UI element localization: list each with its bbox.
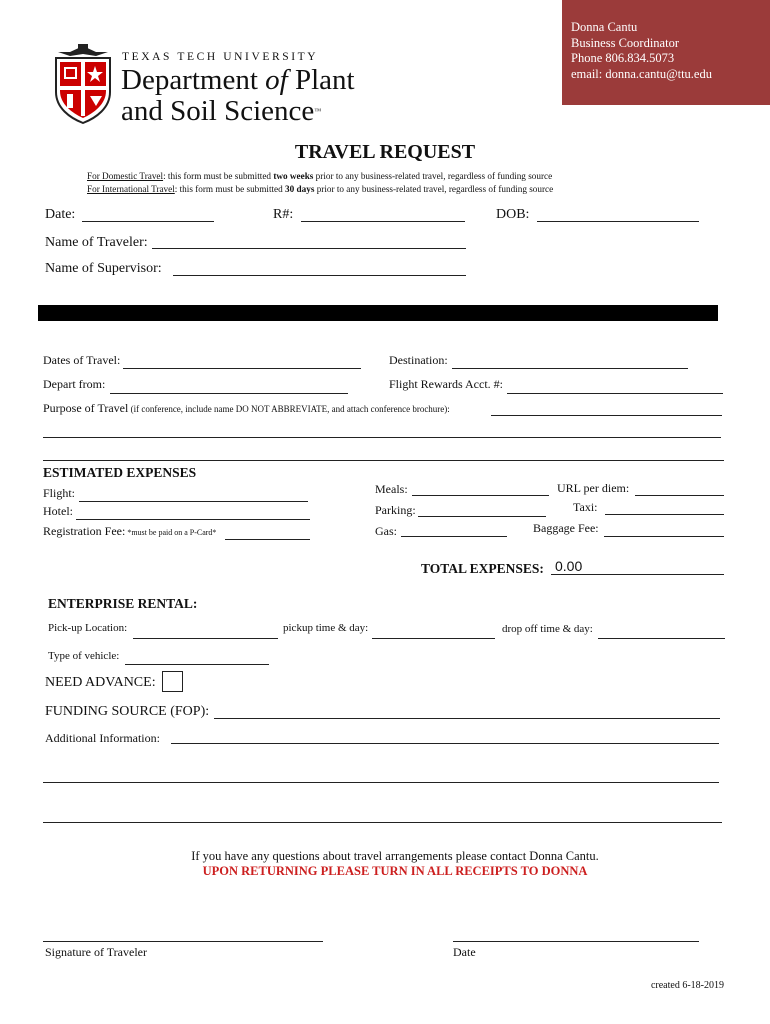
international-note — [87, 184, 553, 194]
hotel-cost-field[interactable] — [76, 505, 310, 520]
form-title: TRAVEL REQUEST — [294, 141, 476, 163]
baggage-fee-label: Baggage Fee: — [533, 521, 599, 535]
per-diem-label: URL per diem: — [557, 481, 630, 495]
flight-cost-field[interactable] — [79, 487, 308, 502]
dob-label: DOB: — [496, 207, 530, 222]
r-number-field[interactable] — [301, 207, 465, 222]
gas-label: Gas: — [375, 524, 397, 538]
dob-field[interactable] — [537, 207, 699, 222]
additional-info-label: Additional Information: — [45, 731, 160, 745]
taxi-label: Taxi: — [573, 500, 598, 514]
dropoff-time-field[interactable] — [598, 624, 725, 639]
r-number-label: R#: — [273, 207, 294, 222]
pickup-time-label: pickup time & day: — [283, 622, 369, 634]
purpose-continued-line-2[interactable] — [43, 446, 724, 461]
dept-line2-text: and Soil Science — [121, 95, 315, 127]
vehicle-type-field[interactable] — [125, 650, 269, 665]
signature-date-field[interactable] — [453, 927, 699, 942]
signature-of-traveler-label: Signature of Traveler — [45, 945, 147, 959]
section-divider-bar — [38, 305, 718, 321]
supervisor-name-label: Name of Supervisor: — [45, 261, 162, 276]
flight-rewards-label: Flight Rewards Acct. #: — [389, 377, 503, 391]
dept-word-department: Department — [121, 64, 266, 96]
funding-source-field[interactable] — [214, 704, 720, 719]
purpose-field[interactable] — [491, 401, 722, 416]
domestic-label: For Domestic Travel — [87, 171, 164, 181]
flight-rewards-field[interactable] — [507, 379, 723, 394]
enterprise-rental-heading: ENTERPRISE RENTAL: — [48, 596, 198, 611]
flight-label: Flight: — [43, 486, 76, 500]
purpose-note: (if conference, include name DO NOT ABBREVIATE, and attach conference brochure): — [128, 404, 450, 414]
international-deadline: 30 days — [285, 184, 315, 194]
contact-phone: Phone 806.834.5073 — [571, 51, 675, 65]
baggage-fee-field[interactable] — [604, 522, 724, 537]
department-name-line2 — [121, 95, 321, 127]
destination-field[interactable] — [452, 354, 688, 369]
university-name: TEXAS TECH UNIVERSITY — [122, 51, 319, 63]
registration-fee-field[interactable] — [225, 525, 310, 540]
estimated-expenses-heading: ESTIMATED EXPENSES — [43, 465, 197, 480]
contact-role: Business Coordinator — [571, 35, 679, 50]
purpose-label-row — [43, 401, 450, 416]
intl-text-b: prior to any business-related travel, regardless of funding source — [314, 184, 554, 194]
total-expenses-label: TOTAL EXPENSES: — [421, 561, 544, 576]
traveler-name-label: Name of Traveler: — [45, 235, 148, 250]
traveler-signature-field[interactable] — [43, 927, 323, 942]
domestic-deadline: two weeks — [273, 171, 314, 181]
total-expenses-value: 0.00 — [555, 558, 583, 574]
depart-from-field[interactable] — [110, 379, 348, 394]
receipts-notice: UPON RETURNING PLEASE TURN IN ALL RECEIPTS TO DONNA — [202, 864, 588, 878]
need-advance-label: NEED ADVANCE: — [45, 675, 156, 690]
parking-cost-field[interactable] — [418, 502, 546, 517]
dept-word-plant: Plant — [287, 64, 355, 96]
date-label: Date: — [45, 207, 76, 222]
date-field[interactable] — [82, 207, 214, 222]
hotel-label: Hotel: — [43, 504, 73, 518]
meals-cost-field[interactable] — [412, 481, 549, 496]
additional-info-line-2[interactable] — [43, 768, 719, 783]
dropoff-time-label: drop off time & day: — [502, 623, 593, 635]
depart-from-label: Depart from: — [43, 377, 106, 391]
total-expenses-field[interactable] — [551, 558, 724, 575]
signature-date-label: Date — [453, 945, 476, 959]
pickup-location-label: Pick-up Location: — [48, 622, 128, 634]
supervisor-name-field[interactable] — [173, 261, 466, 276]
taxi-cost-field[interactable] — [605, 500, 724, 515]
purpose-label: Purpose of Travel — [43, 401, 129, 415]
per-diem-field[interactable] — [635, 481, 724, 496]
traveler-name-field[interactable] — [152, 234, 466, 249]
gas-cost-field[interactable] — [401, 522, 507, 537]
funding-source-label: FUNDING SOURCE (FOP): — [45, 704, 210, 719]
domestic-note — [87, 171, 552, 181]
domestic-text-b: prior to any business-related travel, regardless of funding source — [313, 171, 553, 181]
questions-note: If you have any questions about travel arrangements please contact Donna Cantu. — [191, 849, 599, 863]
additional-info-line-3[interactable] — [43, 808, 722, 823]
intl-text-a: : this form must be submitted — [174, 184, 286, 194]
meals-label: Meals: — [375, 482, 408, 496]
international-label: For International Travel — [87, 184, 175, 194]
contact-email: email: donna.cantu@ttu.edu — [571, 66, 712, 81]
parking-label: Parking: — [375, 503, 416, 517]
registration-label-row — [43, 524, 216, 539]
domestic-text-a: : this form must be submitted — [163, 171, 274, 181]
purpose-continued-line-1[interactable] — [43, 423, 721, 438]
vehicle-type-label: Type of vehicle: — [48, 650, 120, 662]
university-seal-logo — [50, 44, 116, 124]
destination-label: Destination: — [389, 353, 448, 367]
pickup-time-field[interactable] — [372, 624, 495, 639]
registration-fee-label: Registration Fee: — [43, 524, 126, 538]
registration-pcard-note: *must be paid on a P-Card* — [125, 528, 217, 537]
pickup-location-field[interactable] — [133, 624, 278, 639]
contact-box — [562, 0, 770, 105]
department-name-line1 — [121, 64, 355, 96]
need-advance-checkbox[interactable] — [162, 671, 183, 692]
additional-info-field[interactable] — [171, 729, 719, 744]
dates-of-travel-label: Dates of Travel: — [43, 353, 121, 367]
created-date: created 6-18-2019 — [650, 980, 724, 991]
contact-name: Donna Cantu — [571, 20, 638, 34]
dept-word-of: of — [265, 64, 288, 96]
trademark-symbol: ™ — [314, 107, 322, 115]
dates-of-travel-field[interactable] — [123, 354, 361, 369]
